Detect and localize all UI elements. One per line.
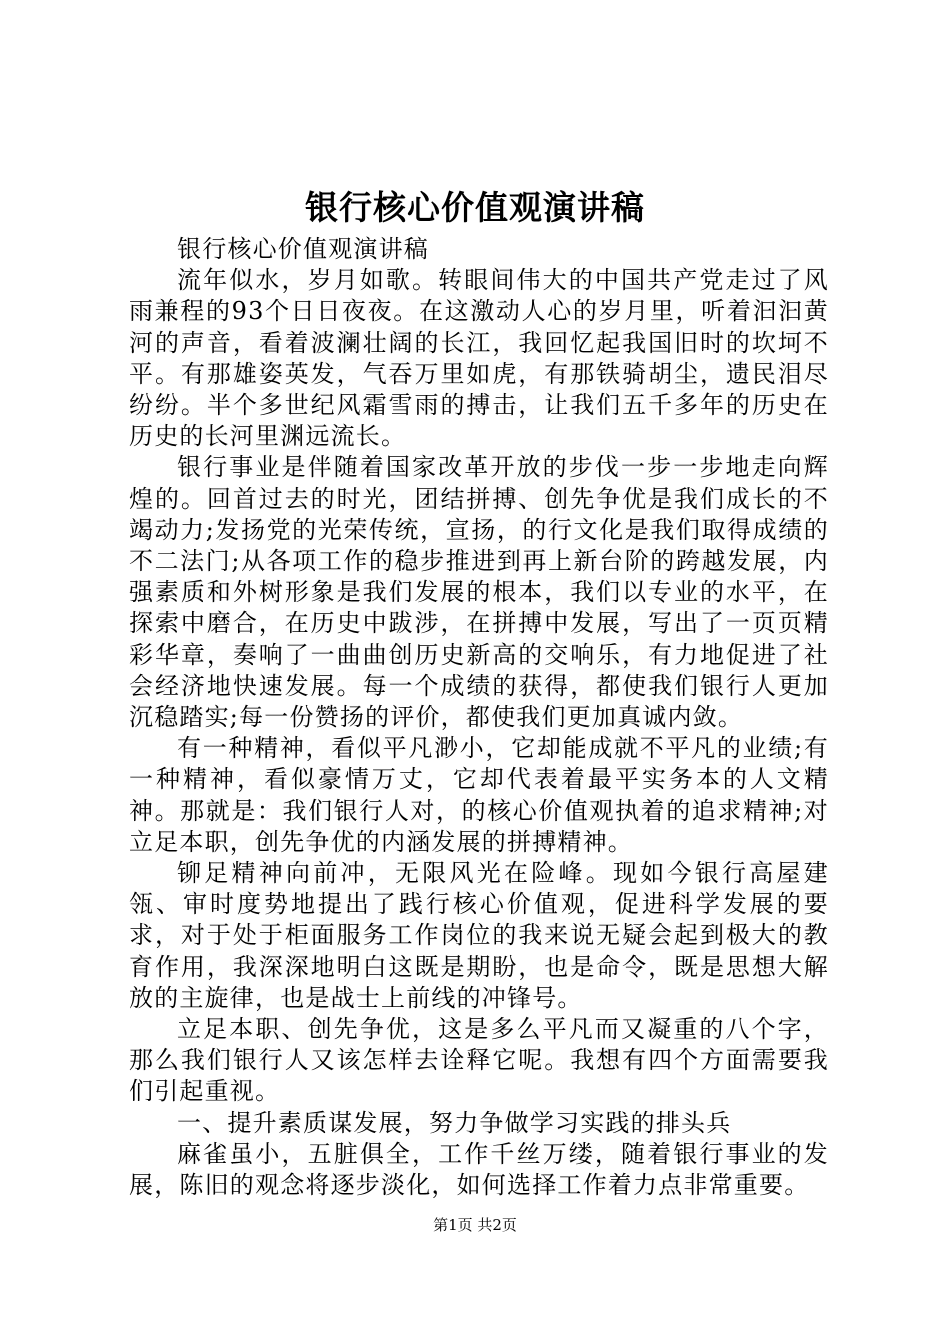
paragraph: 铆足精神向前冲，无限风光在险峰。现如今银行高屋建瓴、审时度势地提出了践行核心价值观，促进科学发展的要求，对于处于柜面服务工作岗位的我来说无疑会起到极大的教育作用，我深深地明白这既是期盼，也是命令，既是思想大解放的主旋律，也是战士上前线的冲锋号。 [129, 859, 829, 1012]
paragraph: 麻雀虽小，五脏俱全，工作千丝万缕，随着银行事业的发展，陈旧的观念将逐步淡化，如何选择工作着力点非常重要。 [129, 1139, 829, 1200]
paragraph-subtitle: 银行核心价值观演讲稿 [177, 235, 429, 263]
paragraph: 银行事业是伴随着国家改革开放的步伐一步一步地走向辉煌的。回首过去的时光，团结拼搏、创先争优是我们成长的不竭动力;发扬党的光荣传统，宣扬，的行文化是我们取得成绩的不二法门;从各项工作的稳步推进到再上新台阶的跨越发展，内强素质和外树形象是我们发展的根本，我们以专业的水平，在探索中磨合，在历史中跋涉，在拼搏中发展，写出了一页页精彩华章，奏响了一曲曲创历史新高的交响乐，有力地促进了社会经济地快速发展。每一个成绩的获得，都使我们银行人更加沉稳踏实;每一份赞扬的评价，都使我们更加真诚内敛。 [129, 453, 829, 732]
section-heading: 一、提升素质谋发展，努力争做学习实践的排头兵 [177, 1108, 732, 1137]
page-number-footer: 第1页 共2页 [433, 1216, 517, 1234]
paragraph: 流年似水，岁月如歌。转眼间伟大的中国共产党走过了风雨兼程的93个日日夜夜。在这激动人心的岁月里，听着汩汩黄河的声音，看着波澜壮阔的长江，我回忆起我国旧时的坎坷不平。有那雄姿英发，气吞万里如虎，有那铁骑胡尘，遗民泪尽纷纷。半个多世纪风霜雪雨的搏击，让我们五千多年的历史在历史的长河里渊远流长。 [129, 266, 829, 451]
document-body [129, 234, 829, 1201]
document-title: 银行核心价值观演讲稿 [305, 188, 645, 227]
paragraph: 立足本职、创先争优，这是多么平凡而又凝重的八个字，那么我们银行人又该怎样去诠释它呢。我想有四个方面需要我们引起重视。 [129, 1015, 829, 1106]
paragraph: 有一种精神，看似平凡渺小，它却能成就不平凡的业绩;有一种精神，看似豪情万丈，它却代表着最平实务本的人文精神。那就是：我们银行人对，的核心价值观执着的追求精神;对立足本职，创先争优的内涵发展的拼搏精神。 [129, 734, 829, 856]
